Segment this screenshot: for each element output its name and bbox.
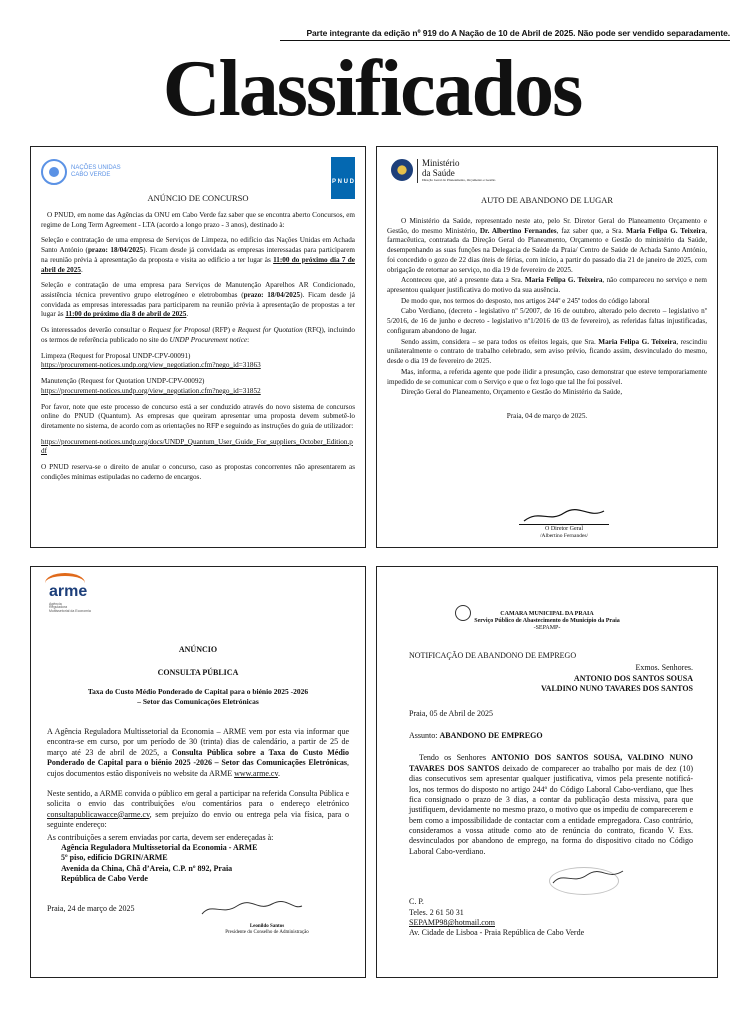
subject: Assunto: ABANDONO DE EMPREGO [409, 730, 543, 740]
paragraph: As contribuições a serem enviadas por carta, devem ser endereçadas à: [47, 832, 274, 842]
logo-subtext: Multissetorial da Economia [49, 609, 91, 614]
contact-email-link[interactable]: SEPAMP98@hotmail.com [409, 918, 495, 928]
notice-topic: Taxa do Custo Médio Ponderado de Capital para o biénio 2025 -2026 [87, 686, 309, 696]
signature [197, 898, 307, 920]
paragraph: Manutenção (Request for Quotation UNDP-CPV-00092) https://procurement-notices.undp.org/view_negotiation.cfm?nego_id=31852 [41, 377, 261, 395]
ministry-logo [391, 159, 495, 183]
logo-subtext: Reguladora [49, 605, 68, 610]
masthead: Classificados [162, 45, 582, 133]
paragraph: Seleção e contratação de uma empresa de Serviços de Limpeza, no edifício das Nações Unidas em Achada Santo António (prazo: 18/04/2025). Ficam desde já convidada as empresas interessadas para participarem na reunião prévia à apresentação da proposta e visita ao edifício a ter lugar às 11:00 do próximo dia 7 de abril de 2025. [41, 236, 356, 274]
paragraph: O PNUD reserva-se o direito de anular o concurso, caso as propostas concorrentes não apresentarem as condições mínimas estipuladas no caderno de encargos. [41, 463, 355, 481]
rfp-link[interactable]: https://procurement-notices.undp.org/view_negotiation.cfm?nego_id=31863 [41, 361, 261, 370]
address-line: 5º piso, edifício DGRIN/ARME [61, 853, 168, 863]
arme-website-link[interactable]: www.arme.cv [234, 768, 278, 778]
date: Praia, 05 de Abril de 2025 [409, 708, 493, 718]
paragraph: Tendo os Senhores ANTONIO DOS SANTOS SOUSA, VALDINO NUNO TAVARES DOS SANTOS deixado de comparecer ao trabalho por mais de dez (10) dias consecutivos sem apresentar qualquer justificativa, vimos pela presente notificá- los, nos termos do disposto no artigo 244º do Código Laboral Cabo-verdiano, que lhes fica consignado o prazo de 3 dias, a contar da publicação desta missiva, para que justifiquem, devidamente no mesmo prazo, o motivo que os impediu de comparecerem e bem como a impossibilidade de contactar com a entidade empregadora. Caso contrário, consideramos a vossa atitude como ato de renúncia do contrato, ficando V. Exs. desvinculados por abandono de emprego, na forma do dispositivo citado no Código Laboral Cabo-verdiano. [409, 753, 693, 856]
notice-title: ANÚNCIO DE CONCURSO [147, 193, 249, 203]
notice-title: NOTIFICAÇÃO DE ABANDONO DE EMPREGO [409, 651, 577, 660]
paragraph: De modo que, nos termos do desposto, nos artigos 244º e 245º todos do código laboral [401, 296, 650, 305]
date: Praia, 04 de março de 2025. [506, 411, 588, 420]
address-line: Avenida da China, Chã d’Areia, C.P. nº 892, Praia [61, 863, 233, 873]
contact-address: Av. Cidade de Lisboa - Praia República de Cabo Verde [409, 928, 585, 938]
paragraph: Os interessados deverão consultar o Request for Proposal (RFP) e Request for Quotation (RFQ), incluindo os termos de referência publicado no site do UNDP Procurement notice: [41, 326, 355, 344]
letterhead [387, 611, 707, 633]
arme-notice [30, 566, 366, 978]
coat-of-arms-icon [391, 159, 413, 181]
paragraph: Mas, informa, a referida agente que pode ilidir a presunção, caso demonstrar que esteve temporariamente impedido de se comunicar com o Serviço e que o fez logo que tal lhe foi possível. [387, 367, 707, 386]
logo-text: arme [49, 583, 88, 600]
un-logo [41, 159, 121, 185]
paragraph: O Ministério da Saúde, representado neste ato, pelo Sr. Diretor Geral do Planeamento Orçamento e Gestão, do mesmo Ministério, Dr. Albertino Fernandes, faz saber que, a Sra. Maria Felipa G. Teixeira, farmacêutica, contratada da Direção Geral do Planeamento, Orçamento e Gestão do ministério da Saúde, desempenhando as suas funções na Delegacia de Saúde da Praia/ Centro de Saúde de Achada Santo António, foi concedido o gozo de 22 dias úteis de férias, com início, a partir do passado dia 21 de janeiro de 2025, com obrigação de retornar ao serviço, no dia 19 de fevereiro de 2025. [387, 217, 707, 274]
undp-logo: P N U D [331, 157, 355, 199]
logo-text: da Saúde [422, 167, 455, 178]
paragraph [41, 438, 355, 457]
paragraph: Sendo assim, considera – se para todos os efeitos legais, que Sra. Maria Felipa G. Teixeira, rescindiu unilateralmente o contrato de trabalho celebrado, sem aviso prévio, ficando assim, desvinculado do mesmo, desde o dia 19 de fevereiro de 2025. [387, 337, 707, 366]
signature-block [409, 865, 693, 897]
addressee-line: Exmos. Senhores. [635, 663, 693, 673]
contact-phone: Teles. 2 61 50 31 [409, 907, 464, 917]
signatory-title: Presidente do Conselho de Administração [225, 930, 309, 936]
consultation-email-link[interactable]: consultapublicawacce@arme.cv [47, 809, 150, 819]
paragraph: Neste sentido, a ARME convida o público em geral a participar na referida Consulta Pública e solicita o envio das contribuições e/ou comentários para o endereço eletrónico consultapublicawacce@arme.cv, sem prejuízo do envio ou entrega pela via física, para o seguinte endereço: [47, 788, 349, 830]
logo-text: Ministério [422, 158, 460, 168]
undp-notice [30, 146, 366, 548]
letterhead-line: CAMARA MUNICIPAL DA PRAIA [500, 611, 594, 617]
signature-block [197, 898, 337, 936]
user-guide-link[interactable]: https://procurement-notices.undp.org/docs/UNDP_Quantum_User_Guide_For_suppliers_October_Edition.pdf [41, 437, 353, 456]
paragraph: Limpeza (Request for Proposal UNDP-CPV-00091) https://procurement-notices.undp.org/view_negotiation.cfm?nego_id=31863 [41, 351, 261, 370]
paragraph: Por favor, note que este processo de concurso está a ser conduzido através do novo sistema de concursos online do PNUD (Quantum). As empresas que queiram apresentar uma proposta devem submetê-lo diretamente no sistema, de acordo com as orientações no RFP e seguindo as instruções do guia de utilizador: [41, 402, 355, 430]
addressee-line: VALDINO NUNO TAVARES DOS SANTOS [540, 684, 693, 694]
paragraph: O PNUD, em nome das Agências da ONU em Cabo Verde faz saber que se encontra aberto Concursos, em regime de Long Term Agreement - LTA (acordo a longo prazo - 3 anos), destinado à: [41, 211, 355, 229]
notice-title: AUTO DE ABANDONO DE LUGAR [480, 195, 614, 205]
paragraph: Aconteceu que, até a presente data a Sra. Maria Felipa G. Teixeira, não compareceu no serviço e nem apresentou qualquer justificativa do motivo da sua ausência. [387, 276, 707, 295]
signature-block [519, 507, 609, 541]
letterhead-line: Serviço Público de Abastecimento do Município da Praia [474, 618, 620, 625]
date: Praia, 24 de março de 2025 [47, 904, 135, 914]
signatory-name: /Albertino Fernandes/ [539, 533, 589, 540]
paragraph: Seleção e contratação de uma empresa para Serviços de Manutenção Aparelhos AR Condicionado, assistência técnica preventivo grupo eletrogéneo e eletrobombas (prazo: 18/04/2025). Ficam desde já convidada as empresas interessadas para participarem na reunião prévia à apresentação de propostas a ter lugar às 11:00 do próximo dia 8 de abril de 2025. [41, 281, 355, 319]
contact-cp: C. P. [409, 897, 424, 907]
paragraph: Direção Geral do Planeamento, Orçamento e Gestão do Ministério da Saúde, [401, 388, 623, 397]
signature [519, 507, 609, 525]
logo-subtext: Agência [49, 601, 62, 606]
un-logo-country: CABO VERDE [71, 172, 111, 178]
rfq-link[interactable]: https://procurement-notices.undp.org/view_negotiation.cfm?nego_id=31852 [41, 386, 261, 395]
arme-logo [49, 581, 91, 614]
un-emblem-icon [41, 159, 67, 185]
letterhead-line: -SEPAMP- [533, 625, 561, 632]
un-logo-text: NAÇÕES UNIDAS [71, 165, 121, 172]
signatory-title: O Diretor Geral [545, 526, 583, 532]
edition-note: Parte integrante da edição nº 919 do A Nação de 10 de Abril de 2025. Não pode ser vendido separadamente. [306, 28, 730, 38]
paragraph: Cabo Verdiano, (decreto - legislativo nº 5/2007, de 16 de outubro, alterado pelo decreto – legislativo nº 5/2016, de 16 de junho e decreto - legislativo nº1/2016 de 03 de fevereiro), as referidas faltas injustificadas, configuram abandono de lugar. [387, 307, 707, 335]
notice-topic-sector: – Setor das Comunicações Eletrónicas [137, 696, 259, 706]
address-line: República de Cabo Verde [61, 874, 148, 884]
notice-title: ANÚNCIO [178, 645, 218, 654]
signatory-name: Leonildo Santos [249, 923, 285, 929]
addressee-line: ANTONIO DOS SANTOS SOUSA [573, 673, 693, 683]
signature [549, 865, 629, 889]
paragraph: A Agência Reguladora Multissetorial da Economia – ARME vem por esta via informar que encontra-se em curso, por um período de 30 (trinta) dias de calendário, a partir de 25 de março até 23 de abril de 2025, a Consulta Pública sobre a Taxa do Custo Médio Ponderado de Capital para o biénio 2025 -2026 – Setor das Comunicações Eletrónicas, cujos documentos estão disponíveis no website da ARME www.arme.cv. [47, 727, 349, 778]
logo-subtext: Direção Geral do Planeamento, Orçamento e Gestão [422, 177, 496, 182]
notice-subtitle: CONSULTA PÚBLICA [157, 667, 239, 677]
municipal-notice [376, 566, 718, 978]
address-line: Agência Reguladora Multissetorial da Economia - ARME [61, 842, 258, 852]
ministry-notice [376, 146, 718, 548]
